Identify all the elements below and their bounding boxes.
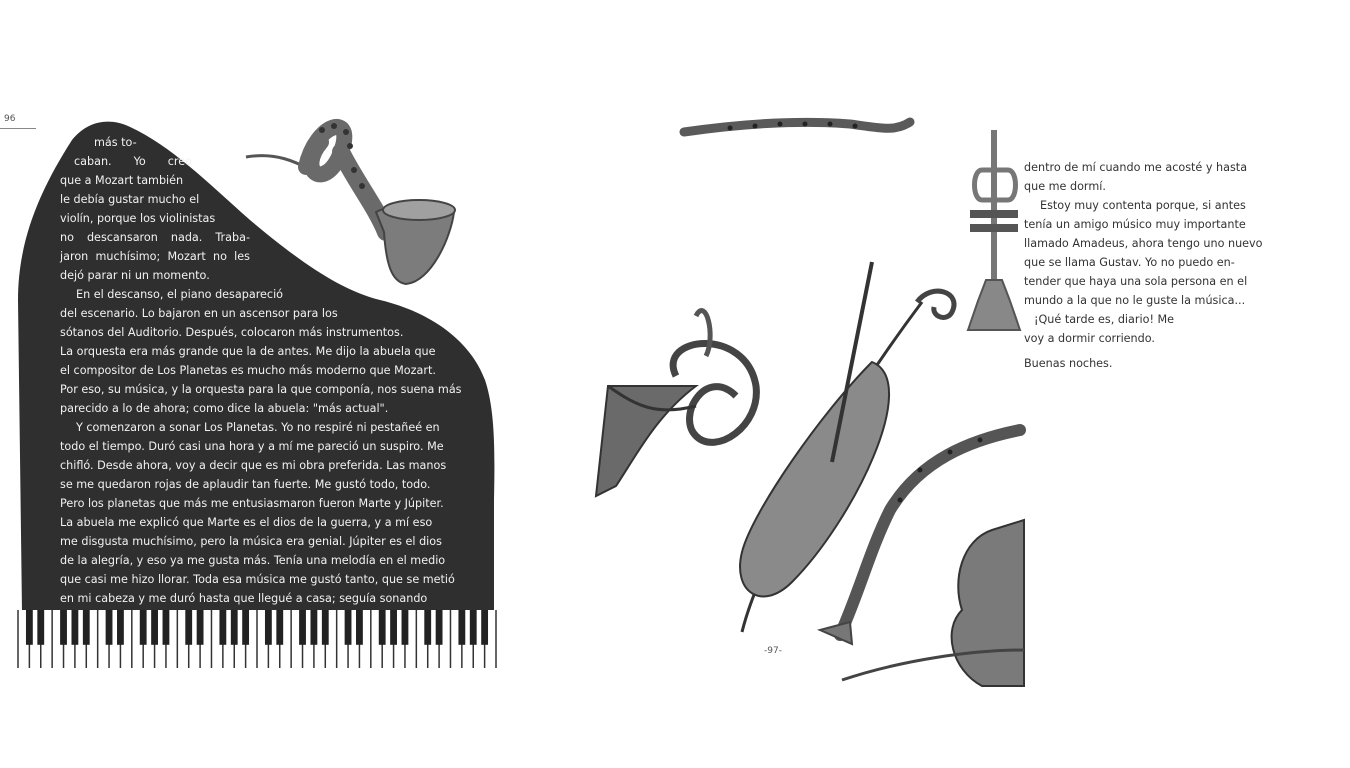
right-text-line: que se llama Gustav. Yo no puedo en- [1024, 256, 1235, 269]
piano-black-key [322, 610, 329, 645]
right-text-line: tenía un amigo músico muy importante [1024, 218, 1246, 231]
piano-black-key [345, 610, 352, 645]
piano-black-key [26, 610, 33, 645]
right-text-line: Estoy muy contenta porque, si antes [1040, 199, 1246, 212]
piano-black-key [140, 610, 147, 645]
piano-black-key [151, 610, 158, 645]
piano-black-key [481, 610, 488, 645]
left-text-line: que a Mozart también [60, 174, 184, 187]
left-text-line: que casi me hizo llorar. Toda esa música me gustó tanto, que se metió [60, 573, 455, 586]
left-text-line: chifló. Desde ahora, voy a decir que es mi obra preferida. Las manos [60, 459, 447, 472]
piano-black-key [424, 610, 431, 645]
piano-black-key [310, 610, 317, 645]
piano-black-key [402, 610, 409, 645]
piano-black-key [71, 610, 78, 645]
left-text-line: Pero los planetas que más me entusiasmaron fueron Marte y Júpiter. [60, 497, 444, 510]
left-text-line: Por eso, su música, y la orquesta para la que componía, nos suena más [60, 383, 462, 396]
piano-black-key [458, 610, 465, 645]
right-text-line: tender que haya una sola persona en el [1024, 275, 1248, 288]
piano-black-key [242, 610, 249, 645]
right-page [512, 0, 1263, 768]
flute-icon [680, 112, 916, 148]
piano-black-key [379, 610, 386, 645]
piano-black-key [60, 610, 67, 645]
right-text-line: ¡Qué tarde es, diario! Me [1034, 313, 1175, 326]
right-text-line: voy a dormir corriendo. [1024, 332, 1155, 345]
left-text-line: de la alegría, y eso ya me gusta más. Tenía una melodía en el medio [60, 554, 446, 567]
saxophone-icon [236, 112, 466, 287]
right-page-number: -97- [764, 646, 782, 656]
piano-black-key [83, 610, 90, 645]
left-text-line: En el descanso, el piano desapareció [76, 288, 284, 301]
piano-black-key [185, 610, 192, 645]
piano-black-key [276, 610, 283, 645]
piano-black-key [197, 610, 204, 645]
left-text-line: me disgusta muchísimo, pero la música era genial. Júpiter es el dios [60, 535, 442, 548]
piano-black-key [37, 610, 44, 645]
piano-black-key [219, 610, 226, 645]
right-text-line: Buenas noches. [1024, 357, 1113, 370]
piano-black-key [390, 610, 397, 645]
right-text-line: dentro de mí cuando me acosté y hasta [1024, 161, 1248, 174]
left-text-line: sótanos del Auditorio. Después, colocaron más instrumentos. [60, 326, 404, 339]
piano-black-key [163, 610, 170, 645]
piano-black-key [231, 610, 238, 645]
piano-black-key [436, 610, 443, 645]
right-text-line: mundo a la que no le guste la música... [1024, 294, 1246, 307]
left-text-line: el compositor de Los Planetas es mucho más moderno que Mozart. [60, 364, 436, 377]
left-text-line: caban. Yo creo [74, 155, 192, 168]
left-text-line: Y comenzaron a sonar Los Planetas. Yo no respiré ni pestañeé en [76, 421, 440, 434]
piano-black-key [265, 610, 272, 645]
left-text-line: le debía gustar mucho el [60, 193, 200, 206]
left-text-line: La abuela me explicó que Marte es el dios de la guerra, y a mí eso [60, 516, 433, 529]
piano-black-key [117, 610, 124, 645]
left-text-line: dejó parar ni un momento. [60, 269, 210, 282]
left-text-line: jaron muchísimo; Mozart no les [60, 250, 250, 263]
right-text-line: que me dormí. [1024, 180, 1106, 193]
left-text-line: no descansaron nada. Traba- [60, 231, 250, 244]
piano-black-key [356, 610, 363, 645]
piano-black-key [299, 610, 306, 645]
left-page [0, 0, 512, 768]
left-text-line: La orquesta era más grande que la de antes. Me dijo la abuela que [60, 345, 436, 358]
left-text-line: todo el tiempo. Duró casi una hora y a mí me pareció un suspiro. Me [60, 440, 444, 453]
right-text-line: llamado Amadeus, ahora tengo uno nuevo [1024, 237, 1263, 250]
cello-icon [842, 500, 1024, 690]
left-page-number: 96 [4, 114, 16, 124]
left-text-line: en mi cabeza y me duró hasta que llegué a casa; seguía sonando [60, 592, 428, 605]
piano-black-key [470, 610, 477, 645]
left-text-line: se me quedaron rojas de aplaudir tan fuerte. Me gustó todo, todo. [60, 478, 431, 491]
left-text-line: más to- [94, 136, 137, 149]
left-text-line: violín, porque los violinistas [60, 212, 216, 225]
left-text-line: del escenario. Lo bajaron en un ascensor para los [60, 307, 338, 320]
left-text-line: parecido a lo de ahora; como dice la abuela: "más actual". [60, 402, 389, 415]
piano-black-key [106, 610, 113, 645]
